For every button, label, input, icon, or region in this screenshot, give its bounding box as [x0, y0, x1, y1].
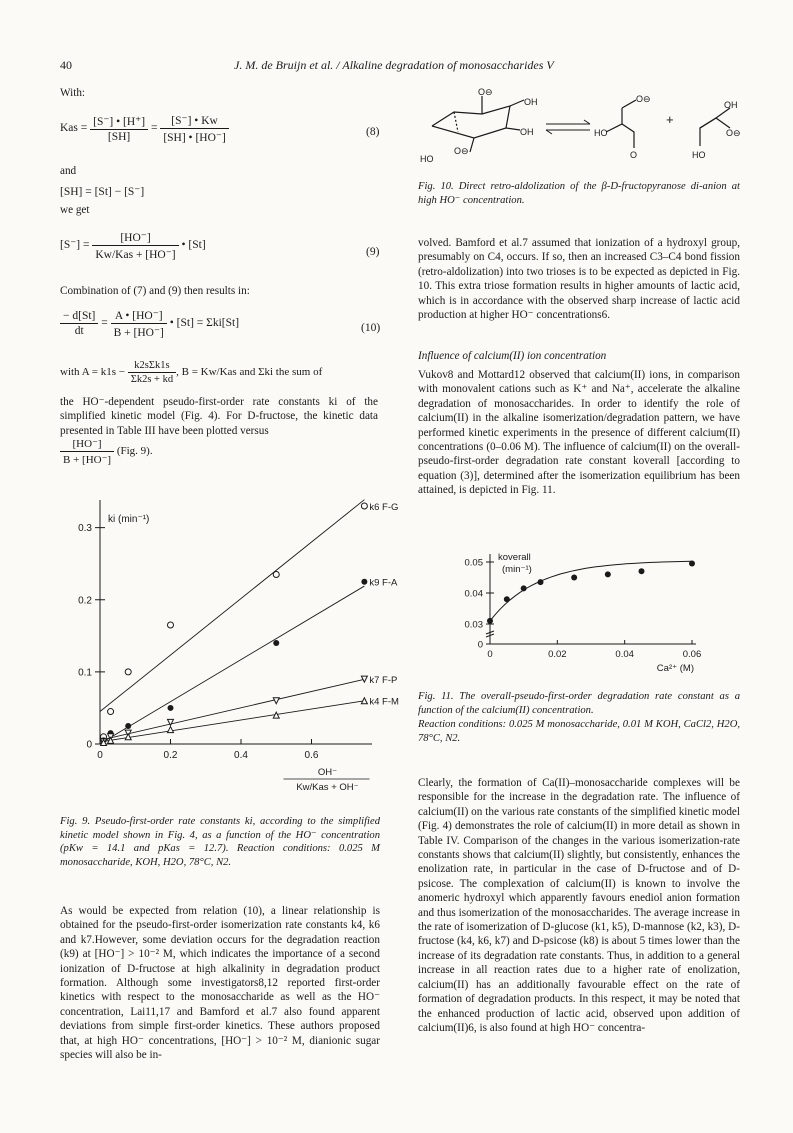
fig9-y-tick-label: 0.3: [78, 523, 92, 535]
fig10-o-triose1: O: [630, 150, 638, 160]
fig9-x-label-den: Kw/Kas + OH⁻: [296, 782, 359, 793]
fig11-y-tick-label: 0.05: [464, 557, 483, 569]
eq8-frac1-den: [SH]: [107, 131, 131, 143]
fig9-chart: [60, 488, 399, 793]
fig9-series-label: k7 F-P: [369, 675, 398, 687]
eq9-rhs: • [St]: [181, 239, 206, 252]
plot-frac-den: B + [HO⁻]: [63, 454, 112, 466]
eq8-equals: =: [150, 122, 158, 135]
fig11-point: [487, 618, 493, 624]
equation-8: [60, 113, 229, 144]
eq9-den: Kw/Kas + [HO⁻]: [95, 249, 176, 261]
fig9-point: [125, 669, 131, 675]
fig9-fit-line: [100, 586, 364, 744]
sh-equation: [SH] = [St] − [S⁻]: [60, 186, 145, 198]
fig11-point: [504, 596, 510, 602]
fig11-chart: [442, 548, 712, 682]
fig9-x-label-num: OH⁻: [317, 767, 338, 778]
fig9-point: [168, 705, 174, 711]
fig9-y-tick-label: 0.1: [78, 667, 92, 679]
fig11-x-tick-label: 0.02: [548, 649, 567, 660]
eq8-lhs: Kas =: [60, 122, 88, 135]
eq10-number: (10): [361, 322, 381, 334]
fig9-point: [361, 676, 367, 682]
eq10-rhs: • [St] = Σki[St]: [169, 317, 240, 330]
fig9-point: [273, 698, 279, 704]
fig11-caption: Fig. 11. The overall-pseudo-first-order degradation rate constant as a function of the calcium(II) concentration.: [418, 691, 740, 716]
and-label: and: [60, 165, 77, 177]
fig9-point: [361, 579, 367, 585]
fructopyranose-ring: [432, 96, 524, 152]
fig9-x-tick-label: 0.2: [163, 750, 178, 761]
fig9-y-tick-label: 0: [86, 739, 92, 751]
fig11-y-tick-label: 0.03: [464, 619, 483, 631]
fig9-y-label: ki (min⁻¹): [108, 514, 150, 525]
section-heading-calcium: Influence of calcium(II) ion concentration: [418, 350, 607, 362]
fig11-x-tick-label: 0.06: [682, 649, 702, 660]
eq9-lhs: [S⁻] =: [60, 239, 90, 252]
fig10-structure: [418, 86, 748, 170]
fig10-o-minus-triose2: O⊖: [726, 128, 741, 138]
we-get-label: we get: [60, 204, 90, 216]
eq8-frac2-den: [SH] • [HO⁻]: [163, 132, 226, 144]
fig9-fit-line: [100, 679, 364, 740]
fig9-x-tick-label: 0.6: [304, 750, 319, 761]
fig9-point: [108, 709, 114, 715]
eq10-frac1-den: dt: [74, 325, 84, 337]
triose-1: [606, 100, 636, 148]
fig9-fit-line: [100, 500, 364, 712]
combination-text: Combination of (7) and (9) then results in:: [60, 285, 250, 297]
fig11-point: [571, 575, 577, 581]
paragraph-ca-complexes: Clearly, the formation of Ca(II)–monosaccharide complexes will be responsible for the increase in the degradation rate. The influence of calcium(II) on the various rate constants of the simplified kinetic model (Fig. 4) demonstrates the role of calcium(II) in more detail as shown in Table IV. Comparison of the changes in the various isomerization-rate constants shows that calcium(II) slightly, but consistently, enhances the enolization rate, in particular in the case of D-fructose and of D-psicose. The complexation of calcium(II) is known to involve the anomeric hydroxyl which apparently favours enediol anion formation and thus isomerization of the monosaccharides. The average increase in the rate of isomerization of D-glucose (k1, k5), D-mannose (k2, k3), D-fructose (k4, k6, k7) and D-psicose (k8) is about 5 times lower than the increase of its degradation rate constants. Thus, in addition to a general increase in all reaction rates due to a higher rate of enolization, calcium(II) has an additionally favourable effect on the rate of formation of degradation products. In this respect, it may be noted that the enhanced production of lactic acid, observed upon addition of calcium(II)6, is also found at high HO⁻ concentra-: [418, 777, 740, 1034]
eq8-frac2-num: [S⁻] • Kw: [160, 113, 228, 129]
running-title: J. M. de Bruijn et al. / Alkaline degradation of monosaccharides V: [234, 58, 554, 72]
def-suffix: , B = Kw/Kas and Σki the sum of: [176, 366, 323, 379]
fig9-x-tick-label: 0: [97, 750, 103, 761]
fig10-oh-triose2: OH: [724, 100, 738, 110]
fig9-point: [168, 622, 174, 628]
fig9-point: [273, 572, 279, 578]
equilibrium-arrows: [546, 120, 590, 134]
fig11-point: [521, 585, 527, 591]
fig11-x-tick-label: 0: [487, 649, 493, 660]
equation-10: [60, 308, 239, 339]
fig11-y-label: koverall: [498, 552, 531, 563]
equation-9: [60, 230, 206, 261]
fig9-point: [361, 503, 367, 509]
paragraph-vukov: Vukov8 and Mottard12 observed that calcium(II) ions, in comparison with monovalent cations such as K⁺ and Na⁺, accelerate the alkaline degradation of monosaccharides. In order to identify the role of calcium(II) in the alkaline isomerization/degradation pattern, we have performed kinetic experiments in the presence of different calcium(II) concentrations (0–0.06 M). The influence of calcium(II) on the overall-pseudo-first-order degradation rate constant koverall [according to equation (3)], determined after the isomerization equilibrium has been attained, is depicted in Fig. 11.: [418, 369, 740, 497]
eq10-frac2-num: A • [HO⁻]: [111, 308, 167, 324]
fig9-point: [168, 727, 174, 733]
eq8-frac1-num: [S⁻] • [H⁺]: [90, 114, 148, 130]
fig11-point: [538, 579, 544, 585]
fig9-series-label: k9 F-A: [369, 577, 398, 589]
paragraph-linear-relationship: As would be expected from relation (10), a linear relationship is obtained for the pseudo-first-order isomerization rate constants k4, k6 and k7.However, some deviation occurs for the degradation reaction (k9) at [HO⁻] > 10⁻² M, which indicates the importance of a second ionization of D-fructose at high alkalinity in degradation product formation. Although some investigators8,12 reported first-order kinetics with respect to the monosaccharide as well as the HO⁻ concentration, Lai11,17 and Bamford et al.7 also found apparent deviations from simple first-order kinetics. These authors proposed that, at high HO⁻ concentrations, [HO⁻] > 10⁻² M, dianionic sugar species will also be in-: [60, 905, 380, 1062]
fig9-caption: Fig. 9. Pseudo-first-order rate constants ki, according to the simplified kinetic model shown in Fig. 4, as a function of the HO⁻ concentration (pKw = 14.1 and pKas = 12.7). Reaction conditions: 0.025 M monosaccharide, KOH, H2O, 78°C, N2.: [60, 816, 380, 868]
fig11-point: [689, 561, 695, 567]
fig10-oh-2: OH: [520, 127, 534, 137]
eq10-frac1-num: − d[St]: [60, 310, 98, 324]
definition-paragraph: the HO⁻-dependent pseudo-first-order rate constants ki of the simplified kinetic model (Fig. 4). For D-fructose, the kinetic data presented in Table III have been plotted versus: [60, 396, 378, 437]
eq10-frac2-den: B + [HO⁻]: [113, 327, 164, 339]
def-prefix: with A = k1s −: [60, 366, 125, 379]
fig10-plus: +: [666, 112, 674, 127]
paragraph-bamford: volved. Bamford et al.7 assumed that ionization of a hydroxyl group, presumably on C4, occurs. If so, then an increased C3–C4 bond fission (retro-aldolization) into two trioses is to be expected as depicted in Fig. 10. This extra triose formation results in higher amounts of lactic acid, which is in accordance with the observed sharp increase of lactic acid production at higher HO⁻ concentrations6.: [418, 237, 740, 322]
fig9-x-tick-label: 0.4: [234, 750, 248, 761]
fig10-caption: Fig. 10. Direct retro-aldolization of the β-D-fructopyranose di-anion at high HO⁻ concentration.: [418, 181, 740, 206]
fig10-ho-triose1: HO: [594, 128, 608, 138]
fig11-y-tick-label: 0.04: [464, 588, 483, 600]
fig11-x-tick-label: 0.04: [615, 649, 634, 660]
def-num: k2sΣk1s: [128, 360, 176, 373]
fig9-point: [125, 723, 131, 729]
fig9-series-label: k4 F-M: [369, 696, 399, 708]
fig9-series-label: k6 F-G: [369, 502, 399, 513]
eq9-number: (9): [366, 246, 380, 258]
plot-frac-num: [HO⁻]: [60, 437, 114, 452]
def-den: Σk2s + kd: [130, 374, 174, 385]
fig10-o-minus-bottom: O⊖: [454, 146, 469, 156]
fig9-point: [273, 640, 279, 646]
fig10-oh-1: OH: [524, 97, 538, 107]
plot-ref: (Fig. 9).: [116, 445, 153, 458]
fig9-y-tick-label: 0.2: [78, 595, 92, 607]
constants-definition: [60, 360, 322, 385]
fig10-o-minus-triose1: O⊖: [636, 94, 651, 104]
eq10-equals: =: [101, 317, 108, 330]
fig11-x-label: Ca²⁺ (M): [656, 663, 694, 674]
fig9-fit-line: [100, 701, 364, 742]
fig11-y-label-unit: (min⁻¹): [502, 564, 532, 575]
plot-fraction: [60, 437, 153, 466]
fig10-ho: HO: [420, 154, 434, 164]
fig10-o-minus-top: O⊖: [478, 87, 493, 97]
page-number: 40: [60, 58, 72, 72]
with-label: With:: [60, 87, 86, 99]
eq8-number: (8): [366, 126, 380, 138]
eq9-num: [HO⁻]: [92, 230, 178, 246]
fig11-conditions: Reaction conditions: 0.025 M monosaccharide, 0.01 M KOH, CaCl2, H2O, 78°C, N2.: [418, 719, 740, 744]
fig11-y-tick-label: 0: [477, 639, 483, 651]
fig11-point: [639, 568, 645, 574]
fig10-ho-triose2: HO: [692, 150, 706, 160]
triose-2: [700, 108, 730, 146]
fig11-point: [605, 571, 611, 577]
